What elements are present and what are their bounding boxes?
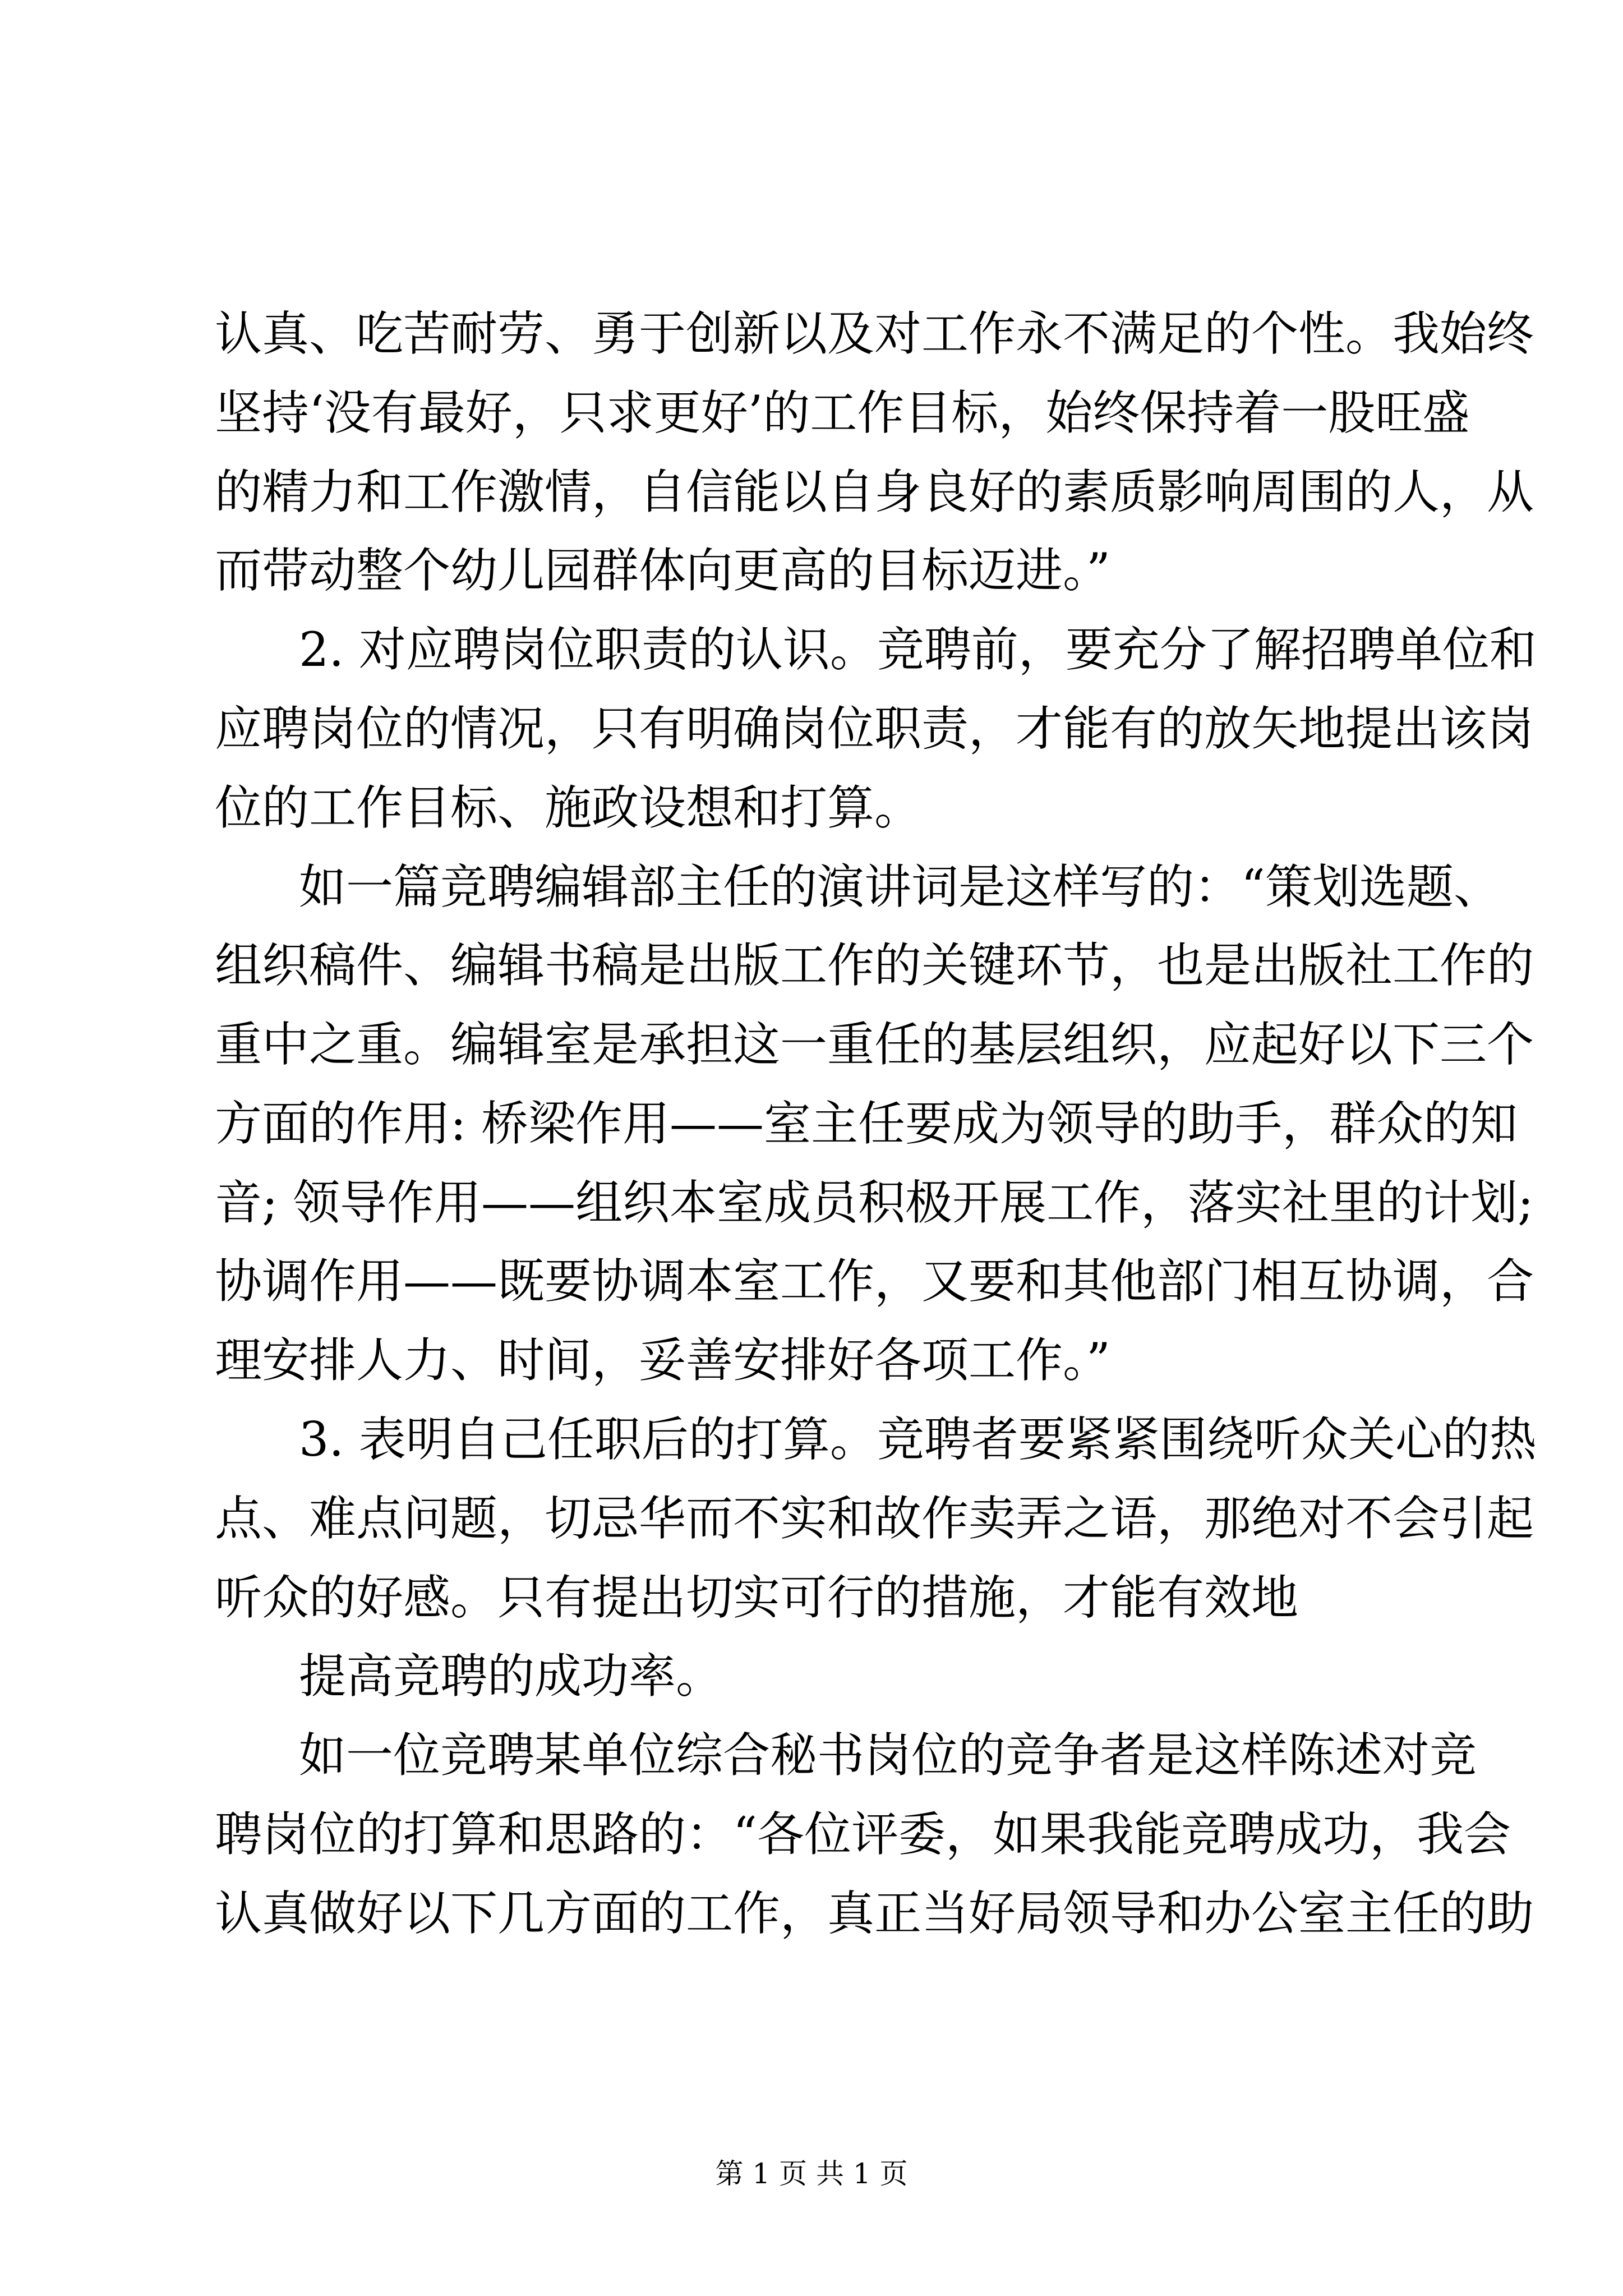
text-line: 协调作用——既要协调本室工作，又要和其他部门相互协调，合 [215,1254,1534,1309]
text-line: 方面的作用: 桥梁作用——室主任要成为领导的助手，群众的知 [215,1096,1518,1151]
text-line: 2. 对应聘岗位职责的认识。竞聘前，要充分了解招聘单位和 [299,622,1537,677]
text-line: 坚持‘没有最好，只求更好’的工作目标，始终保持着一股旺盛 [215,385,1470,440]
text-line: 如一位竞聘某单位综合秘书岗位的竞争者是这样陈述对竞 [299,1728,1477,1783]
text-line: 音; 领导作用——组织本室成员积极开展工作，落实社里的计划; [215,1175,1534,1230]
text-line: 提高竞聘的成功率。 [299,1649,723,1704]
text-line: 应聘岗位的情况，只有明确岗位职责，才能有的放矢地提出该岗 [215,701,1534,756]
text-line: 而带动整个幼儿园群体向更高的目标迈进。” [215,543,1110,598]
text-line: 重中之重。编辑室是承担这一重任的基层组织，应起好以下三个 [215,1017,1534,1072]
text-line: 的精力和工作激情，自信能以自身良好的素质影响周围的人，从 [215,464,1534,519]
text-line: 点、难点问题，切忌华而不实和故作卖弄之语，那绝对不会引起 [215,1491,1534,1546]
page-footer: 第 1 页 共 1 页 [715,2157,908,2190]
text-line: 组织稿件、编辑书稿是出版工作的关键环节，也是出版社工作的 [215,938,1534,993]
text-line: 3. 表明自己任职后的打算。竞聘者要紧紧围绕听众关心的热 [299,1412,1537,1467]
text-line: 认真做好以下几方面的工作，真正当好局领导和办公室主任的助 [215,1886,1534,1941]
text-line: 聘岗位的打算和思路的：“各位评委，如果我能竞聘成功，我会 [215,1807,1511,1862]
text-line: 听众的好感。只有提出切实可行的措施，才能有效地 [215,1570,1299,1625]
text-line: 认真、吃苦耐劳、勇于创新以及对工作永不满足的个性。我始终 [215,306,1534,361]
text-line: 位的工作目标、施政设想和打算。 [215,780,922,835]
text-line: 如一篇竞聘编辑部主任的演讲词是这样写的：“策划选题、 [299,859,1501,914]
text-line: 理安排人力、时间，妥善安排好各项工作。” [215,1333,1110,1388]
